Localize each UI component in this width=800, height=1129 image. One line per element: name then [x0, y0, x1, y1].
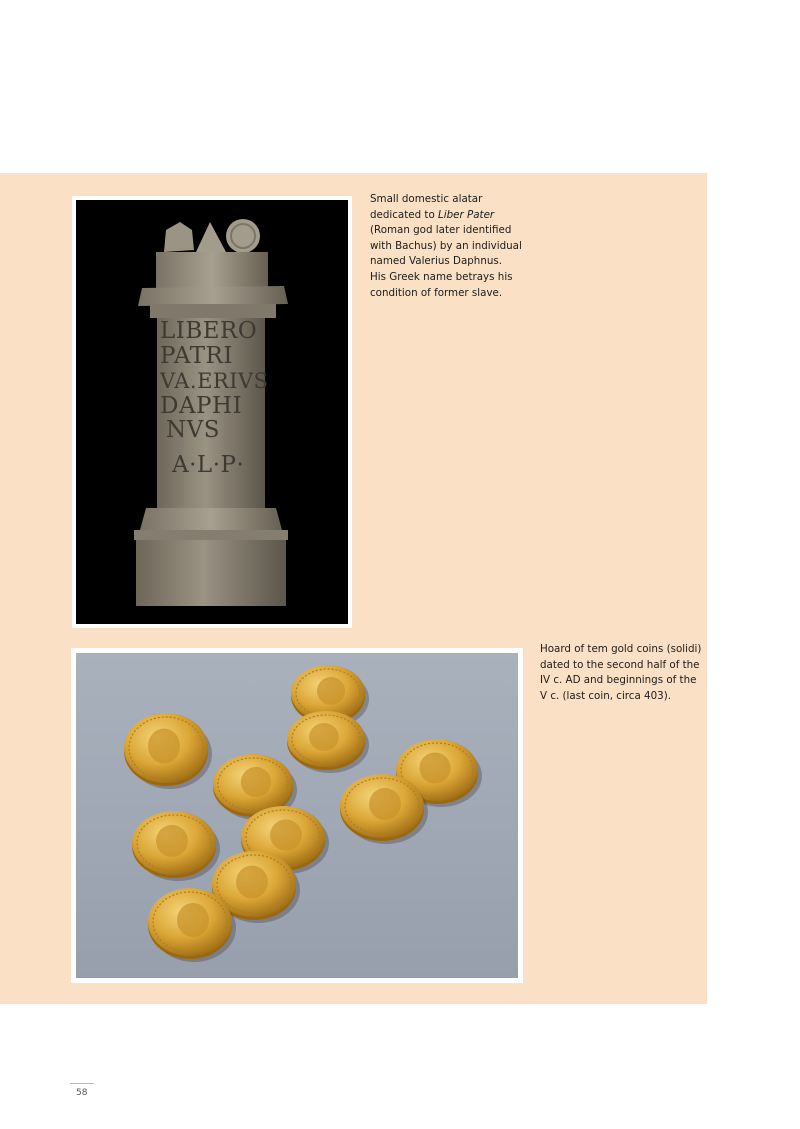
altar-caption-line: His Greek name betrays his — [370, 270, 513, 283]
coins-caption-line: Hoard of tem gold coins (solidi) — [540, 643, 702, 655]
altar-photo — [76, 200, 348, 624]
altar-caption-line: named Valerius Daphnus. — [370, 255, 503, 268]
inscription-line-4: DAPHI — [160, 393, 243, 419]
coins-photo-frame — [71, 648, 523, 983]
altar-caption — [370, 192, 522, 301]
altar-photo-frame — [72, 196, 352, 628]
altar-caption-line: condition of former slave. — [370, 286, 503, 299]
altar-caption-line: Small domestic alatar — [370, 193, 483, 205]
page-number: 58 — [76, 1088, 88, 1098]
inscription-line-6: A·L·P· — [172, 452, 245, 478]
altar-caption-line: with Bachus) by an individual — [370, 239, 522, 252]
coins-caption — [540, 642, 701, 704]
inscription-line-1: LIBERO — [160, 318, 258, 344]
page-number-rule — [70, 1083, 94, 1084]
inscription-line-2: PATRI — [160, 343, 233, 369]
coins-caption-line: V c. (last coin, circa 403). — [540, 689, 671, 702]
coins-caption-line: dated to the second half of the — [540, 658, 700, 671]
inscription-line-5: NVS — [166, 417, 220, 443]
coins-photo — [76, 653, 518, 978]
altar-caption-line: (Roman god later identified — [370, 224, 512, 237]
altar-caption-text: dedicated to — [370, 208, 439, 221]
coins-caption-line: IV c. AD and beginnings of the — [540, 674, 697, 687]
altar-caption-line — [370, 208, 522, 224]
inscription-line-3: VA.ERIVS — [160, 369, 269, 393]
liber-pater-italic: Liber Pater — [438, 208, 495, 221]
